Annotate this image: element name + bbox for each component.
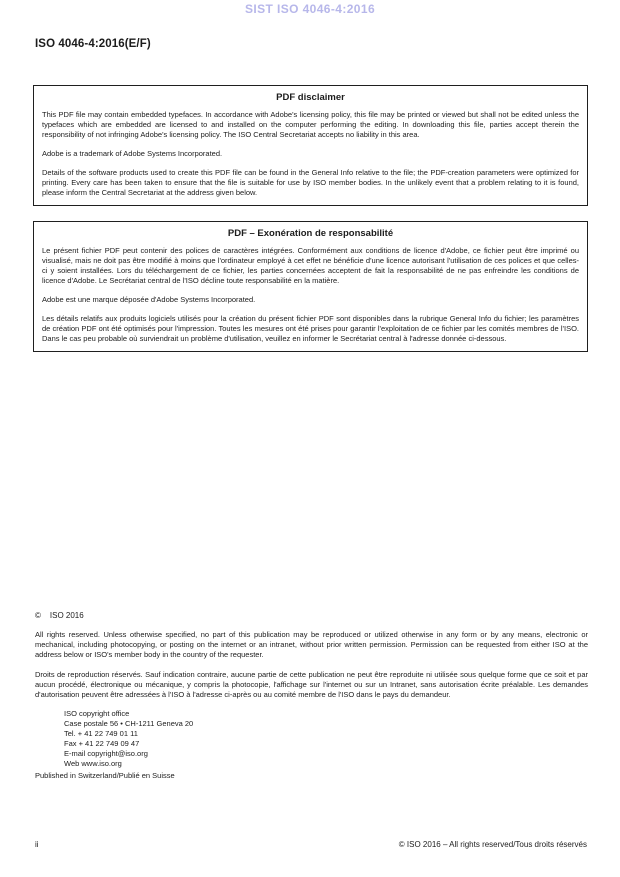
pdf-disclaimer-box-french [33, 221, 588, 352]
pdf-disclaimer-box-english [33, 85, 588, 206]
page-footer [35, 840, 587, 849]
rights-paragraph-english: All rights reserved. Unless otherwise specified, no part of this publication may be reproduced or utilized otherwise in any form or by any means, electronic or mechanical, including photocopying, or posting on the internet or an intranet, without prior written permission. Permission can be requested from either ISO at the address below or ISO's member body in the country of the requester. [35, 630, 588, 659]
disclaimer-paragraph: Les détails relatifs aux produits logiciels utilisés pour la création du présent fichier PDF sont disponibles dans la rubrique General Info du fichier; les paramètres de création PDF ont été optimisés pour l'impression. Toutes les mesures ont été prises pour garantir l'exploitation de ce fichier par les comités membres de l'ISO. Dans le cas peu probable où surviendrait un problème d'utilisation, veuillez en informer le Secrétariat central à l'adresse donnée ci-dessous. [42, 314, 579, 343]
disclaimer-paragraph: Le présent fichier PDF peut contenir des polices de caractères intégrées. Conformément aux conditions de licence d'Adobe, ce fichier peut être imprimé ou visualisé, mais ne doit pas être modifié à moins que l'ordinateur employé à cet effet ne bénéficie d'une licence autorisant l'utilisation de ces polices et que celles-ci y soient installées. Lors du téléchargement de ce fichier, les parties concernées acceptent de fait la responsabilité de ne pas enfreindre les conditions de licence d'Adobe. Le Secrétariat central de l'ISO décline toute responsabilité en la matière. [42, 246, 579, 285]
address-line: Fax + 41 22 749 09 47 [64, 739, 140, 748]
disclaimer-paragraph: This PDF file may contain embedded typefaces. In accordance with Adobe's licensing policy, this file may be printed or viewed but shall not be edited unless the typefaces which are embedded are licensed to and installed on the computer performing the editing. In downloading this file, parties accept therein the responsibility of not infringing Adobe's licensing policy. The ISO Central Secretariat accepts no liability in this area. [42, 110, 579, 139]
published-line: Published in Switzerland/Publié en Suisse [35, 771, 175, 780]
disclaimer-title-fr: PDF – Exonération de responsabilité [227, 228, 394, 239]
disclaimer-paragraph: Adobe est une marque déposée d'Adobe Systems Incorporated. [42, 295, 256, 304]
address-line: Tel. + 41 22 749 01 11 [64, 729, 138, 738]
copyright-year: ISO 2016 [49, 611, 84, 620]
disclaimer-paragraph: Details of the software products used to create this PDF file can be found in the General Info relative to the file; the PDF-creation parameters were optimized for printing. Every care has been taken to ensure that the file is suitable for use by ISO member bodies. In the unlikely event that a problem relating to it is found, please inform the Central Secretariat at the address given below. [42, 168, 579, 197]
address-line: E-mail copyright@iso.org [64, 749, 148, 758]
address-line: Web www.iso.org [64, 759, 122, 768]
page-number: ii [35, 840, 39, 849]
address-line: ISO copyright office [64, 709, 130, 718]
copyright-symbol: © [35, 611, 41, 620]
rights-paragraph-french: Droits de reproduction réservés. Sauf indication contraire, aucune partie de cette publication ne peut être reproduite ni utilisée sous quelque forme que ce soit et par aucun procédé, électronique ou mécanique, y compris la photocopie, l'affichage sur l'internet ou sur un Intranet, sans autorisation écrite préalable. Les demandes d'autorisation peuvent être adressées à l'ISO à l'adresse ci-après ou au comité membre de l'ISO dans le pays du demandeur. [35, 670, 588, 699]
address-line: Case postale 56 • CH-1211 Geneva 20 [64, 719, 194, 728]
disclaimer-title-en: PDF disclaimer [276, 92, 345, 103]
document-reference: ISO 4046-4:2016(E/F) [35, 38, 151, 50]
copyright-notice [35, 611, 588, 620]
footer-copyright: © ISO 2016 – All rights reserved/Tous droits réservés [398, 840, 587, 849]
iso-address-block [64, 709, 620, 769]
disclaimer-paragraph: Adobe is a trademark of Adobe Systems Incorporated. [42, 149, 223, 158]
sist-watermark: SIST ISO 4046-4:2016 [244, 2, 376, 16]
